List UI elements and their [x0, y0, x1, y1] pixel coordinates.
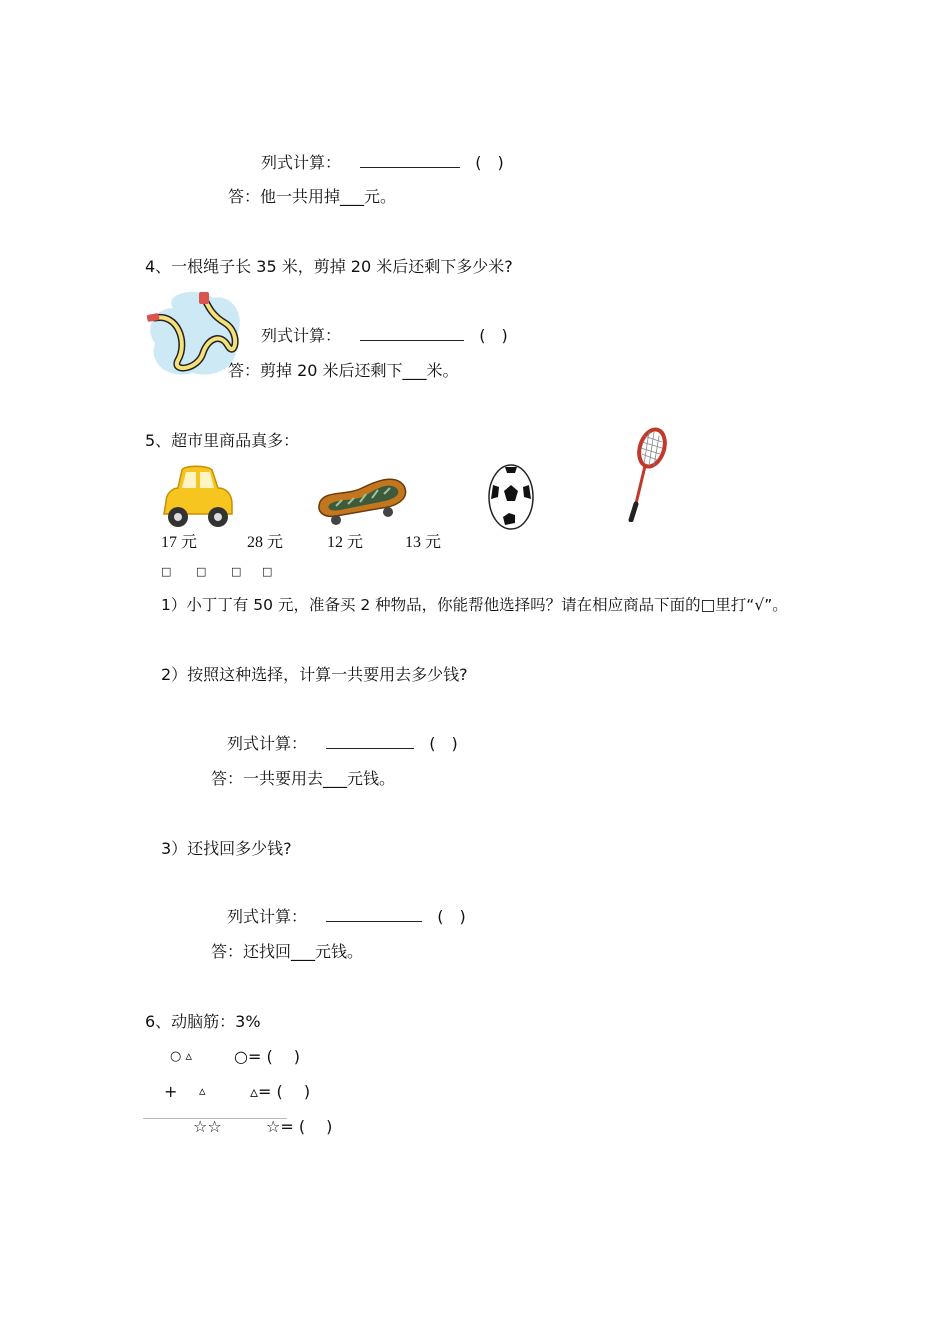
q6-title: 6、动脑筋：3% [145, 1012, 261, 1031]
q5-sub3-answer: 答：还找回___元钱。 [211, 942, 364, 961]
tennis-racket-image [622, 426, 670, 522]
q6-row1-right[interactable]: ○= ( ) [234, 1047, 301, 1066]
q5-sub2-calc-row [227, 734, 458, 754]
q5-title: 5、超市里商品真多： [145, 431, 300, 450]
skateboard-image [316, 472, 408, 528]
checkbox-soccer-ball[interactable]: □ [231, 565, 242, 578]
price-car: 17 元 [161, 534, 198, 551]
q4-calc-row [261, 326, 508, 346]
q5-sub2-calc-label: 列式计算： [227, 734, 308, 753]
q6-plus-sign: + [164, 1082, 178, 1101]
q6-row1-left: ○ ▵ [170, 1049, 193, 1064]
q4-question: 4、一根绳子长 35 米，剪掉 20 米后还剩下多少米? [145, 257, 513, 276]
q4-calc-label: 列式计算： [261, 326, 342, 345]
price-soccer-ball: 12 元 [327, 534, 364, 551]
toy-car-image [160, 462, 234, 532]
q3-result-paren[interactable]: ( ) [475, 153, 504, 172]
q4-result-paren[interactable]: ( ) [479, 326, 508, 345]
q4-calc-blank[interactable] [360, 326, 464, 341]
q5-sub3-calc-label: 列式计算： [227, 907, 308, 926]
q5-sub2-result-paren[interactable]: ( ) [429, 734, 458, 753]
q3-calc-row [261, 153, 504, 173]
q6-row2-right[interactable]: ▵= ( ) [250, 1082, 311, 1101]
q5-sub2-answer: 答：一共要用去___元钱。 [211, 769, 396, 788]
price-racket: 13 元 [405, 534, 442, 551]
q5-sub2: 2）按照这种选择，计算一共要用去多少钱? [161, 665, 468, 684]
q5-sub1: 1）小丁丁有 50 元，准备买 2 种物品，你能帮他选择吗？请在相应商品下面的□里打“√”。 [161, 596, 788, 614]
q3-calc-label: 列式计算： [261, 153, 342, 172]
checkbox-skateboard[interactable]: □ [196, 565, 207, 578]
q5-sub3-calc-row [227, 907, 466, 927]
q4-answer: 答：剪掉 20 米后还剩下___米。 [228, 361, 459, 380]
q3-answer: 答：他一共用掉___元。 [228, 187, 397, 206]
q5-sub3-calc-blank[interactable] [326, 907, 422, 922]
q5-sub3: 3）还找回多少钱? [161, 839, 292, 858]
q6-row3-right[interactable]: ☆= ( ) [266, 1117, 333, 1136]
price-skateboard: 28 元 [247, 534, 284, 551]
q5-sub3-result-paren[interactable]: ( ) [437, 907, 466, 926]
checkbox-racket[interactable]: □ [262, 565, 273, 578]
q5-sub2-calc-blank[interactable] [326, 734, 414, 749]
q6-row3-left: ☆☆ [193, 1117, 222, 1136]
q6-row2-left: ▵ [199, 1084, 206, 1099]
checkbox-car[interactable]: □ [161, 565, 172, 578]
q3-calc-blank[interactable] [360, 153, 460, 168]
soccer-ball-image [487, 463, 535, 531]
